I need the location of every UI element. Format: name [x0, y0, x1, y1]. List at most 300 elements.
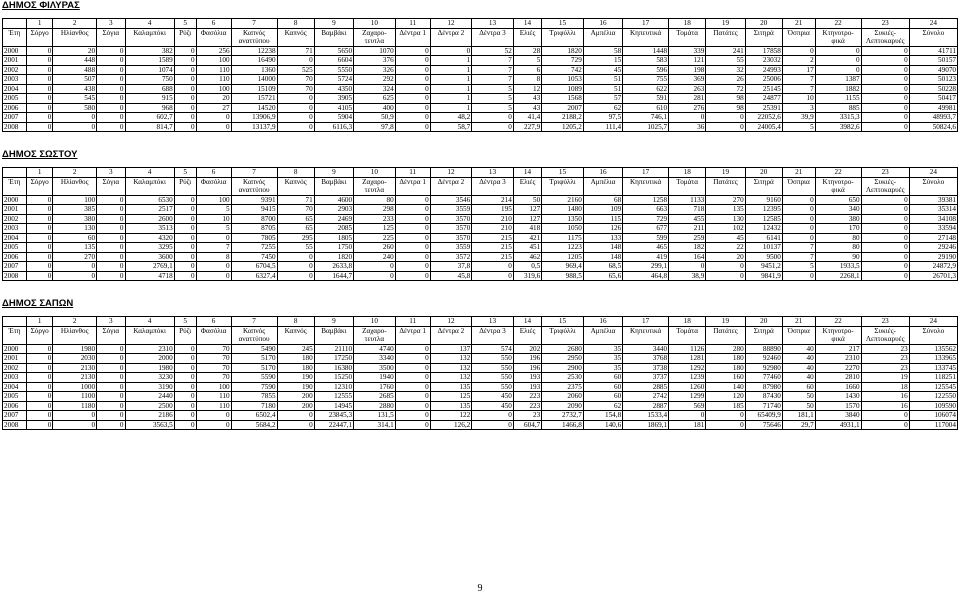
table-cell: 814,7 [125, 122, 174, 132]
table-cell: 0 [395, 103, 430, 113]
table-cell: 0 [395, 46, 430, 56]
table-cell: 170 [815, 224, 861, 234]
table-cell: 0 [174, 252, 196, 262]
table-cell: 210 [472, 224, 514, 234]
table-cell: 45,8 [430, 271, 472, 281]
table-cell: 3440 [623, 344, 669, 354]
table-cell: 23 [861, 344, 909, 354]
table-cell: 23 [861, 354, 909, 364]
column-number: 23 [861, 317, 909, 327]
table-cell: 5 [196, 224, 231, 234]
table-cell: 225 [354, 233, 396, 243]
table-cell: 270 [706, 195, 745, 205]
table-cell: 4105 [314, 103, 353, 113]
table-cell: 25391 [745, 103, 782, 113]
table-cell: 0 [782, 205, 815, 215]
table-cell: 3982,6 [815, 122, 861, 132]
table-cell: 0 [861, 233, 909, 243]
table-cell: 245 [277, 344, 314, 354]
column-header: Δέντρα 2 [430, 326, 472, 344]
column-number: 12 [430, 19, 472, 29]
table-cell: 39381 [909, 195, 957, 205]
table-cell: 0 [27, 56, 53, 66]
table-cell: 140 [706, 382, 745, 392]
table-cell: 462 [513, 252, 541, 262]
table-cell: 70 [196, 354, 231, 364]
column-header: Ζαχαρο-τευτλα [354, 326, 396, 344]
table-cell: 48,2 [430, 113, 472, 123]
table-cell: 340 [815, 205, 861, 215]
table-cell: 0 [97, 214, 125, 224]
table-cell: 70 [277, 75, 314, 85]
table-cell: 180 [706, 354, 745, 364]
header-row [3, 177, 958, 195]
column-number: 15 [542, 19, 584, 29]
table-row [3, 46, 958, 56]
column-number: 17 [623, 317, 669, 327]
table-cell: 2530 [542, 373, 584, 383]
table-cell: 65409,9 [745, 411, 782, 421]
table-cell: 0 [174, 271, 196, 281]
table-cell: 488 [53, 65, 97, 75]
table-cell: 8 [196, 252, 231, 262]
table-cell: 34108 [909, 214, 957, 224]
table-cell: 0 [27, 411, 53, 421]
table-cell: 0 [97, 233, 125, 243]
table-cell: 125545 [909, 382, 957, 392]
column-number: 12 [430, 168, 472, 178]
column-number-row [3, 317, 958, 327]
table-cell: 132 [430, 363, 472, 373]
column-number [3, 168, 27, 178]
year-cell: 2002 [3, 65, 27, 75]
table-cell: 70 [277, 84, 314, 94]
column-number: 17 [623, 168, 669, 178]
table-cell: 0 [27, 252, 53, 262]
table-cell: 21110 [314, 344, 353, 354]
column-header: Βαμβάκι [314, 177, 353, 195]
table-cell: 43 [513, 94, 541, 104]
column-header: Ελιές [513, 177, 541, 195]
table-cell: 72 [706, 84, 745, 94]
table-cell: 50824,6 [909, 122, 957, 132]
table-cell: 4718 [125, 271, 174, 281]
table-cell: 9160 [745, 195, 782, 205]
table-cell: 0 [27, 401, 53, 411]
column-number: 9 [314, 317, 353, 327]
table-cell: 5 [472, 94, 514, 104]
table-row [3, 420, 958, 430]
table-cell: 1 [430, 84, 472, 94]
table-cell: 70 [196, 373, 231, 383]
table-cell: 16 [861, 401, 909, 411]
table-cell: 181 [669, 420, 706, 430]
table-cell: 0 [395, 392, 430, 402]
table-cell: 97,5 [583, 113, 622, 123]
table-cell: 1660 [815, 382, 861, 392]
table-cell: 5904 [314, 113, 353, 123]
table-row [3, 122, 958, 132]
table-cell: 0 [97, 373, 125, 383]
table-cell: 0 [395, 113, 430, 123]
table-cell: 0 [97, 75, 125, 85]
table-cell: 50228 [909, 84, 957, 94]
table-cell: 32 [706, 65, 745, 75]
table-cell: 1074 [125, 65, 174, 75]
table-cell: 0 [27, 233, 53, 243]
table-cell: 1025,7 [623, 122, 669, 132]
table-cell: 2085 [314, 224, 353, 234]
year-cell: 2008 [3, 122, 27, 132]
column-number: 9 [314, 168, 353, 178]
table-cell: 0 [861, 65, 909, 75]
table-cell: 118251 [909, 373, 957, 383]
table-cell: 5650 [314, 46, 353, 56]
table-cell: 0 [174, 113, 196, 123]
year-cell: 2002 [3, 363, 27, 373]
table-cell: 125 [354, 224, 396, 234]
table-cell: 622 [623, 84, 669, 94]
table-cell: 0 [196, 271, 231, 281]
table-cell: 1126 [669, 344, 706, 354]
table-cell: 195 [472, 205, 514, 215]
table-cell: 43 [513, 103, 541, 113]
table-cell: 988,5 [542, 271, 584, 281]
column-number: 9 [314, 19, 353, 29]
table-cell: 2268,1 [815, 271, 861, 281]
table-cell: 35 [583, 354, 622, 364]
table-cell: 550 [472, 354, 514, 364]
table-cell: 0 [27, 214, 53, 224]
table-cell: 12585 [745, 214, 782, 224]
table-cell: 50 [513, 195, 541, 205]
table-cell: 233 [354, 214, 396, 224]
table-cell: 55 [706, 56, 745, 66]
table-cell: 0 [861, 46, 909, 56]
table-cell: 180 [277, 363, 314, 373]
table-cell: 0 [97, 392, 125, 402]
table-cell: 0 [97, 84, 125, 94]
table-cell: 1292 [669, 363, 706, 373]
table-cell: 15 [583, 56, 622, 66]
table-cell: 0 [97, 344, 125, 354]
table-cell: 0 [472, 411, 514, 421]
table-cell: 314,1 [354, 420, 396, 430]
column-header: Κτηνοτρο-φικά [815, 177, 861, 195]
column-header: Τομάτα [669, 28, 706, 46]
column-header: Σόργο [27, 28, 53, 46]
table-cell: 663 [623, 205, 669, 215]
table-cell: 57 [583, 94, 622, 104]
table-cell: 137 [430, 344, 472, 354]
table-cell: 110 [196, 401, 231, 411]
year-cell: 2004 [3, 233, 27, 243]
table-cell: 0 [395, 354, 430, 364]
table-row [3, 214, 958, 224]
table-cell: 60 [583, 373, 622, 383]
table-cell: 5170 [231, 354, 277, 364]
table-cell: 7 [782, 252, 815, 262]
table-cell: 3572 [430, 252, 472, 262]
table-cell: 60 [583, 382, 622, 392]
table-cell: 102 [706, 224, 745, 234]
column-header: Κηπευτικά [623, 326, 669, 344]
table-cell: 0 [27, 243, 53, 253]
table-cell: 38,9 [669, 271, 706, 281]
table-cell: 0 [706, 262, 745, 272]
table-cell: 0 [861, 243, 909, 253]
table-cell: 0 [27, 205, 53, 215]
table-cell: 0 [97, 56, 125, 66]
table-cell: 0 [782, 195, 815, 205]
table-cell: 0 [174, 56, 196, 66]
table-cell: 0 [27, 262, 53, 272]
table-row [3, 271, 958, 281]
table-cell: 1281 [669, 354, 706, 364]
table-cell: 718 [669, 205, 706, 215]
table-cell: 419 [623, 252, 669, 262]
table-cell: 0 [472, 262, 514, 272]
table-cell: 2769,1 [125, 262, 174, 272]
column-number: 15 [542, 168, 584, 178]
column-number: 8 [277, 168, 314, 178]
table-cell: 2900 [542, 363, 584, 373]
table-cell: 0 [861, 271, 909, 281]
table-cell: 0 [174, 401, 196, 411]
column-number: 2 [53, 19, 97, 29]
table-cell: 6502,4 [231, 411, 277, 421]
table-cell: 2188,2 [542, 113, 584, 123]
table-cell: 20 [53, 46, 97, 56]
column-number: 18 [669, 19, 706, 29]
column-number-row [3, 19, 958, 29]
column-number: 4 [125, 168, 174, 178]
table-cell: 215 [472, 252, 514, 262]
table-cell: 62 [583, 103, 622, 113]
table-cell: 133965 [909, 354, 957, 364]
column-header: Καλαμπόκι [125, 177, 174, 195]
column-header: Ηλίανθος [53, 177, 97, 195]
table-cell: 135 [430, 401, 472, 411]
table-cell: 1360 [231, 65, 277, 75]
table-cell: 62 [583, 401, 622, 411]
table-cell: 70 [196, 344, 231, 354]
table-cell: 0 [174, 224, 196, 234]
table-cell: 7 [472, 56, 514, 66]
table-cell: 49981 [909, 103, 957, 113]
table-cell: 1258 [623, 195, 669, 205]
table-cell: 1175 [542, 233, 584, 243]
table-cell: 160 [706, 373, 745, 383]
table-cell: 50417 [909, 94, 957, 104]
column-number: 16 [583, 317, 622, 327]
table-cell: 7855 [231, 392, 277, 402]
table-cell: 650 [815, 195, 861, 205]
table-cell: 0 [27, 363, 53, 373]
table-row [3, 56, 958, 66]
table-cell: 5 [782, 122, 815, 132]
table-cell: 35 [583, 363, 622, 373]
table-cell: 40 [782, 344, 815, 354]
table-cell: 2030 [53, 354, 97, 364]
table-row [3, 363, 958, 373]
page [2, 0, 958, 430]
table-cell: 80 [815, 243, 861, 253]
table-cell: 1882 [815, 84, 861, 94]
table-cell: 9841,9 [745, 271, 782, 281]
column-header: Ρύζι [174, 28, 196, 46]
table-cell: 16490 [231, 56, 277, 66]
table-cell: 0 [27, 271, 53, 281]
table-cell: 599 [623, 233, 669, 243]
table-cell: 111,4 [583, 122, 622, 132]
table-cell: 12555 [314, 392, 353, 402]
table-cell: 1239 [669, 373, 706, 383]
table-cell: 68,5 [583, 262, 622, 272]
table-cell: 4740 [354, 344, 396, 354]
table-cell: 281 [669, 94, 706, 104]
table-row [3, 401, 958, 411]
table-cell: 5170 [231, 363, 277, 373]
table-cell: 0 [472, 420, 514, 430]
table-cell: 418 [513, 224, 541, 234]
table-cell: 127 [513, 205, 541, 215]
table-cell: 968 [125, 103, 174, 113]
table-cell: 450 [472, 401, 514, 411]
table-cell: 1205 [542, 252, 584, 262]
column-number: 3 [97, 168, 125, 178]
table-cell: 92460 [745, 354, 782, 364]
table-cell: 5490 [231, 344, 277, 354]
table-cell: 80 [815, 233, 861, 243]
table-cell: 2060 [542, 392, 584, 402]
table-cell: 742 [542, 65, 584, 75]
column-number: 8 [277, 19, 314, 29]
table-cell: 0 [277, 113, 314, 123]
year-cell: 2007 [3, 113, 27, 123]
table-cell: 2 [782, 56, 815, 66]
table-cell: 24872,9 [909, 262, 957, 272]
table-cell: 211 [669, 224, 706, 234]
table-cell: 87980 [745, 382, 782, 392]
table-cell: 5550 [314, 65, 353, 75]
table-cell: 3295 [125, 243, 174, 253]
table-cell: 0 [97, 224, 125, 234]
table-cell: 7805 [231, 233, 277, 243]
table-cell: 0 [97, 271, 125, 281]
year-cell: 2001 [3, 205, 27, 215]
column-header: Ηλίανθος [53, 28, 97, 46]
column-number: 19 [706, 19, 745, 29]
section-title: ΔΗΜΟΣ ΦΙΛΥΡΑΣ [2, 0, 80, 11]
table-cell: 0 [395, 205, 430, 215]
table-cell: 2270 [815, 363, 861, 373]
table-cell: 1760 [354, 382, 396, 392]
table-cell: 15721 [231, 94, 277, 104]
table-cell: 36 [669, 122, 706, 132]
table-row [3, 344, 958, 354]
table-cell: 2880 [354, 401, 396, 411]
table-cell: 190 [277, 373, 314, 383]
table-cell: 0 [97, 103, 125, 113]
column-number: 3 [97, 317, 125, 327]
column-header: Πατάτες [706, 28, 745, 46]
table-cell: 193 [513, 373, 541, 383]
table-cell: 0 [861, 420, 909, 430]
table-row [3, 224, 958, 234]
table-cell: 1070 [354, 46, 396, 56]
table-cell: 625 [354, 94, 396, 104]
table-cell: 0 [53, 271, 97, 281]
table-cell: 2685 [354, 392, 396, 402]
table-cell: 0 [97, 94, 125, 104]
column-header: Φασόλια [196, 326, 231, 344]
table-cell: 55 [277, 243, 314, 253]
table-cell: 180 [277, 354, 314, 364]
table-cell: 580 [53, 103, 97, 113]
table-cell: 40 [782, 354, 815, 364]
column-number [3, 19, 27, 29]
table-cell: 37,8 [430, 262, 472, 272]
table-cell: 68 [583, 195, 622, 205]
column-number: 1 [27, 317, 53, 327]
table-cell: 0 [395, 243, 430, 253]
table-cell: 326 [354, 65, 396, 75]
table-cell: 29246 [909, 243, 957, 253]
table-cell: 2732,7 [542, 411, 584, 421]
table-cell: 20 [196, 94, 231, 104]
column-number: 19 [706, 317, 745, 327]
column-number: 14 [513, 19, 541, 29]
table-cell: 6116,3 [314, 122, 353, 132]
column-number: 7 [231, 317, 277, 327]
column-number: 21 [782, 168, 815, 178]
column-number: 22 [815, 317, 861, 327]
table-cell: 87430 [745, 392, 782, 402]
table-cell: 16 [861, 392, 909, 402]
table-row [3, 94, 958, 104]
header-row [3, 326, 958, 344]
table-cell: 77460 [745, 373, 782, 383]
table-cell: 10137 [745, 243, 782, 253]
table-cell: 117004 [909, 420, 957, 430]
year-cell: 2000 [3, 195, 27, 205]
column-number: 20 [745, 168, 782, 178]
table-row [3, 205, 958, 215]
table-cell: 193 [513, 382, 541, 392]
table-cell: 0 [27, 382, 53, 392]
table-cell: 0 [395, 252, 430, 262]
table-cell: 2000 [125, 354, 174, 364]
table-cell: 0 [97, 252, 125, 262]
table-cell: 574 [472, 344, 514, 354]
table-cell: 125 [430, 392, 472, 402]
table-cell: 2375 [542, 382, 584, 392]
table-cell: 3546 [430, 195, 472, 205]
table-cell: 569 [669, 401, 706, 411]
table-cell: 969,4 [542, 262, 584, 272]
table-cell: 5 [196, 205, 231, 215]
table-cell: 550 [472, 363, 514, 373]
table-cell: 23 [861, 363, 909, 373]
table-cell: 0 [174, 205, 196, 215]
table-cell: 0 [174, 195, 196, 205]
table-row [3, 354, 958, 364]
table-cell: 7 [782, 84, 815, 94]
table-cell: 181,1 [782, 411, 815, 421]
table-cell: 12238 [231, 46, 277, 56]
table-cell: 464,8 [623, 271, 669, 281]
